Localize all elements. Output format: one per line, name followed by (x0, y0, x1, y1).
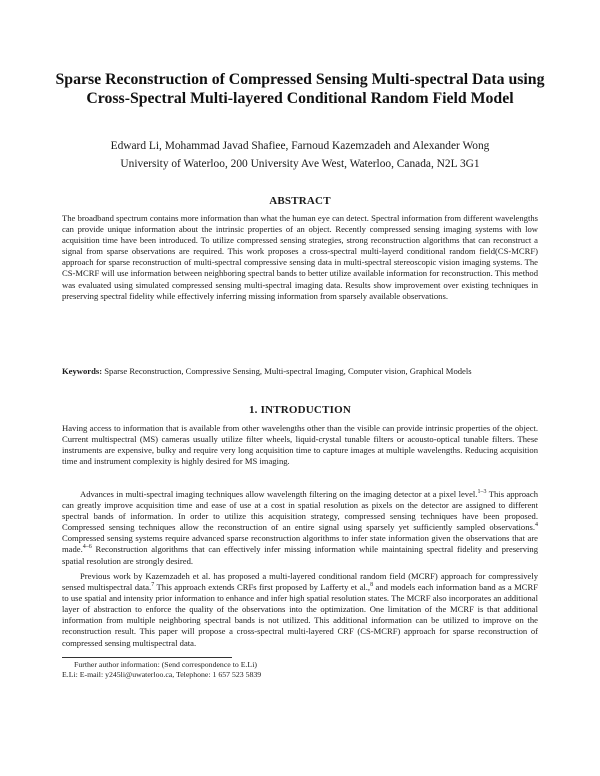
keywords-label: Keywords: (62, 366, 103, 376)
footnote-contact: E.Li: E-mail: y245li@uwaterloo.ca, Telephone: 1 657 523 5839 (62, 670, 262, 679)
intro-p3-text-c: and models each information band as a MCRF to use spatial and intensity prior information to enhance and infer high spatial resolution states. The MCRF also incorporates an additional layer of abstraction to enforce the quality of the observations into the optimization. One limitation of the MCRF is that additional information from multiple neighboring spectral bands is not utilized. This additional information can be utilized to improve on the reconstruction result. This paper will propose a cross-spectral multi-layered CRF (CS-MCRF) approach for sparse reconstruction of compressed sensing multispectral data. (62, 582, 539, 648)
footnote-rule (62, 657, 232, 658)
intro-p3-text-b: This approach extends CRFs first proposed by Lafferty et al., (154, 582, 371, 593)
abstract-text: The broadband spectrum contains more information than what the human eye can detect. Spectral information from different wavelengths can provide unique information about the intrinsic properties of an object. Recently compressed sensing imaging systems with low acquisition time have been introduced. To utilize compressed sensing strategies, strong reconstruction algorithms that can reconstruct a signal from sparse observations are required. This work proposes a cross-spectral multi-layerd conditional random field(CS-MCRF) approach for sparse reconstruction of multi-spectral compressive sensing data in multi-spectral stereoscopic vision imaging systems. The CS-MCRF will use information between neighboring spectral bands to better utilize available information for reconstruction. This method was evaluated using simulated compressed sensing multi-spectral imaging data. Results show improvement over existing techniques in preserving spectral fidelity while effectively inferring missing information from sparsely available observations. (62, 213, 538, 301)
keywords-list: Sparse Reconstruction, Compressive Sensing, Multi-spectral Imaging, Computer vision, Graphical Models (104, 366, 472, 376)
intro-p2-text-a: Advances in multi-spectral imaging techniques allow wavelength filtering on the imaging detector at a pixel level. (80, 489, 478, 499)
intro-paragraph-1: Having access to information that is available from other wavelengths other than the visible can provide intrinsic properties of the object. Current multispectral (MS) cameras usually utilize filter wheels, liquid-crystal tunable filters or acousto-optical tunable filters. These instruments are expensive, bulky and require very long acquisition time to capture images at multiple wavelengths. Reducing acquisition time and instrument complexity is highly desired for MS imaging. (62, 423, 538, 467)
footnote-author-info: Further author information: (Send correspondence to E.Li) (74, 660, 257, 669)
citation-ref: 8 (370, 582, 374, 589)
author-list: Edward Li, Mohammad Javad Shafiee, Farnoud Kazemzadeh and Alexander Wong (110, 140, 490, 152)
author-block (40, 137, 560, 173)
intro-p2-text-c: Compressed sensing systems require advanced sparse reconstruction algorithms to infer state information given the observations that are made. (62, 533, 538, 555)
intro-p3-text-a: Previous work by Kazemzadeh et al. has proposed a multi-layered conditional random field (MCRF) approach for compressively sensed multispectral data. (62, 571, 538, 593)
keywords (62, 366, 538, 377)
intro-paragraph-2 (62, 489, 538, 567)
author-affiliation: University of Waterloo, 200 University Ave West, Waterloo, Canada, N2L 3G1 (120, 158, 480, 170)
paper-title: Sparse Reconstruction of Compressed Sensing Multi-spectral Data using Cross-Spectral Multi-layered Conditional Random Field Model (55, 71, 545, 107)
citation-ref: 1–3 (477, 489, 487, 495)
intro-p2-text-b: This approach can greatly improve acquisition time and ease of use at a cost in spatial resolution as pixels on the detector are assigned to different spectral bands of information. In order to utilize this acquisition strategy, compressed sensing techniques have been proposed. Compressed sensing techniques allow the reconstruction of an entire signal using sparsely yet sufficiently sampled observations. (62, 489, 538, 533)
abstract-heading: ABSTRACT (269, 195, 331, 207)
citation-ref: 4–6 (82, 544, 92, 551)
intro-paragraph-3 (62, 571, 538, 649)
intro-p2-text-d: Reconstruction algorithms that can effectively infer missing information while maintaining spectral fidelity and preserving spatial resolution are strongly desired. (62, 544, 538, 566)
citation-ref: 7 (151, 582, 155, 589)
citation-ref: 4 (535, 522, 538, 529)
section-heading-introduction: 1. INTRODUCTION (248, 404, 351, 416)
